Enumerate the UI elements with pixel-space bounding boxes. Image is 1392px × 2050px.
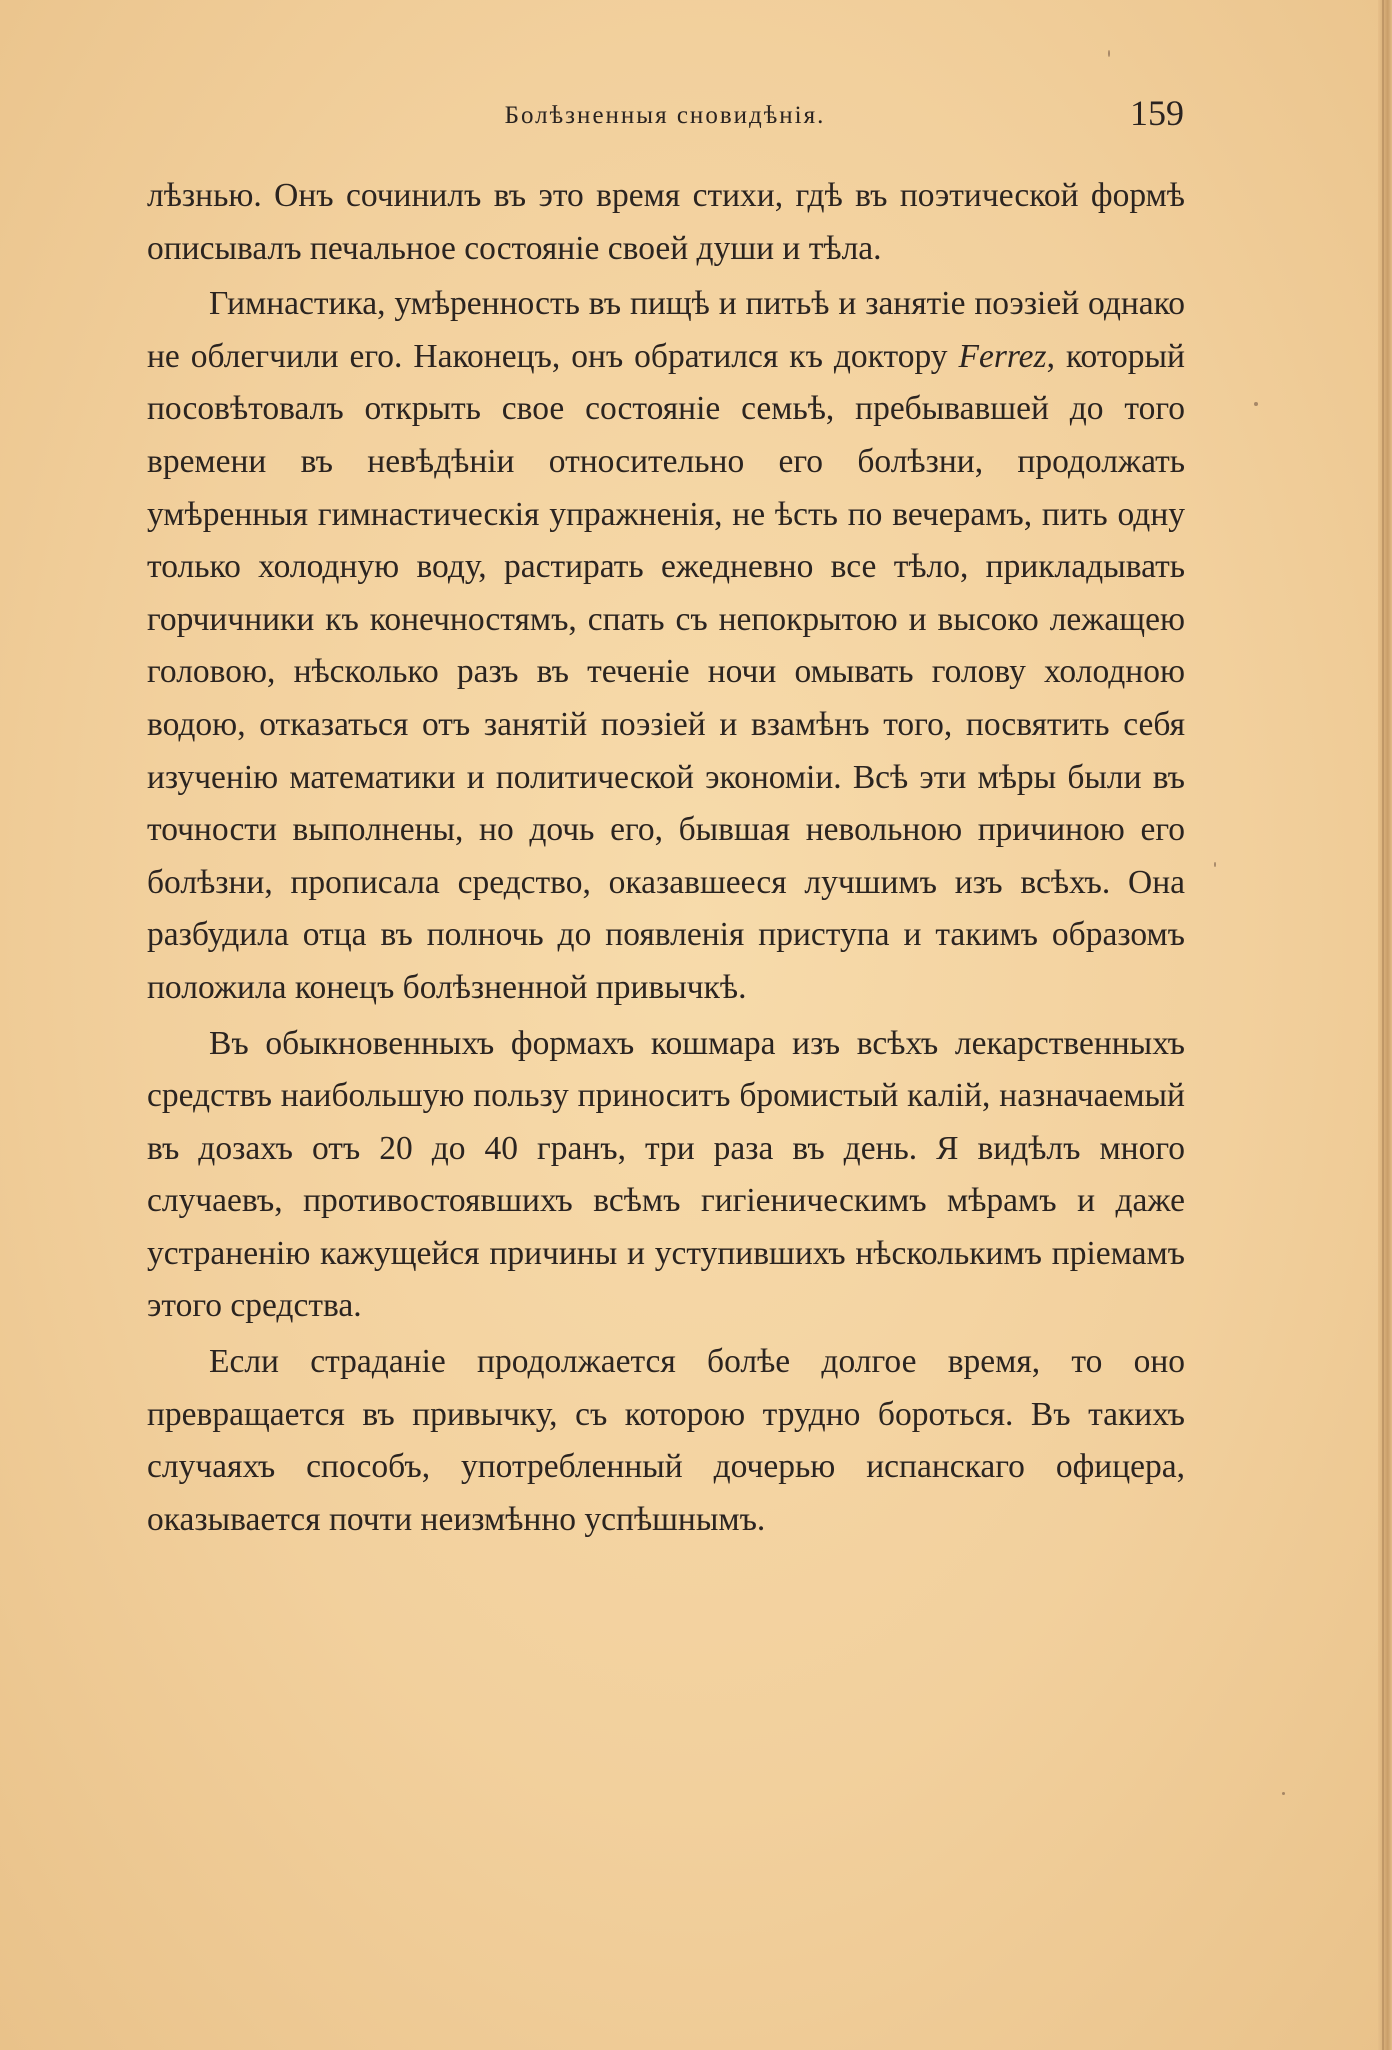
running-header [150, 92, 1190, 142]
paragraph [147, 170, 1185, 275]
paper-speck [1214, 862, 1216, 867]
page-edge [1378, 0, 1392, 2050]
paragraph [147, 278, 1185, 1014]
paragraph [147, 1336, 1185, 1546]
paragraph-text: Въ обыкновенныхъ формахъ кошмара изъ всѣхъ лекарственныхъ средствъ наибольшую пользу приноситъ бромистый калій, назначаемый въ дозахъ отъ 20 до 40 гранъ, три раза въ день. Я видѣлъ много случаевъ, противостоявшихъ всѣмъ гигіеническимъ мѣрамъ и даже устраненію кажущейся причины и уступившихъ нѣсколькимъ пріемамъ этого средства. [147, 1024, 1185, 1325]
paragraph [147, 1018, 1185, 1334]
paragraph-text: , который посовѣтовалъ открыть свое состояніе семьѣ, пребывавшей до того времени въ невѣдѣніи относительно его болѣзни, продолжать умѣренныя гимнастическія упражненія, не ѣсть по вечерамъ, пить одну только холодную воду, растирать ежедневно все тѣло, прикладывать горчичники къ конечностямъ, спать съ непокрытою и высоко лежащею головою, нѣсколько разъ въ теченіе ночи омывать голову холодною водою, отказаться отъ занятій поэзіей и взамѣнъ того, посвятить себя изученію математики и политической экономіи. Всѣ эти мѣры были въ точности выполнены, но дочь его, бывшая невольною причиною его болѣзни, прописала средство, оказавшееся лучшимъ изъ всѣхъ. Она разбудила отца въ полночь до появленія приступа и такимъ образомъ положила конецъ болѣзненной привычкѣ. [147, 337, 1185, 1006]
italic-name: Ferrez [958, 337, 1047, 375]
paper-speck [1108, 50, 1110, 57]
body-text [147, 170, 1185, 1546]
running-title: Болѣзненныя сновидѣнія. [504, 102, 826, 129]
page-number: 159 [1130, 93, 1184, 133]
paper-speck [1254, 402, 1258, 406]
paper-speck [1282, 1792, 1285, 1795]
paragraph-text: Гимнастика, умѣренность въ пищѣ и питьѣ и занятіе поэзіей однако не облегчили его. Наконецъ, онъ обратился къ доктору [147, 285, 1185, 375]
paragraph-text: Если страданіе продолжается болѣе долгое время, то оно превращается въ привычку, съ которою трудно бороться. Въ такихъ случаяхъ способъ, употребленный дочерью испанскаго офицера, оказывается почти неизмѣнно успѣшнымъ. [147, 1343, 1185, 1538]
paragraph-text: лѣзнью. Онъ сочинилъ въ это время стихи, гдѣ въ поэтической формѣ описывалъ печальное состояніе своей души и тѣла. [147, 177, 1185, 267]
page-edge-line [1382, 0, 1384, 2050]
